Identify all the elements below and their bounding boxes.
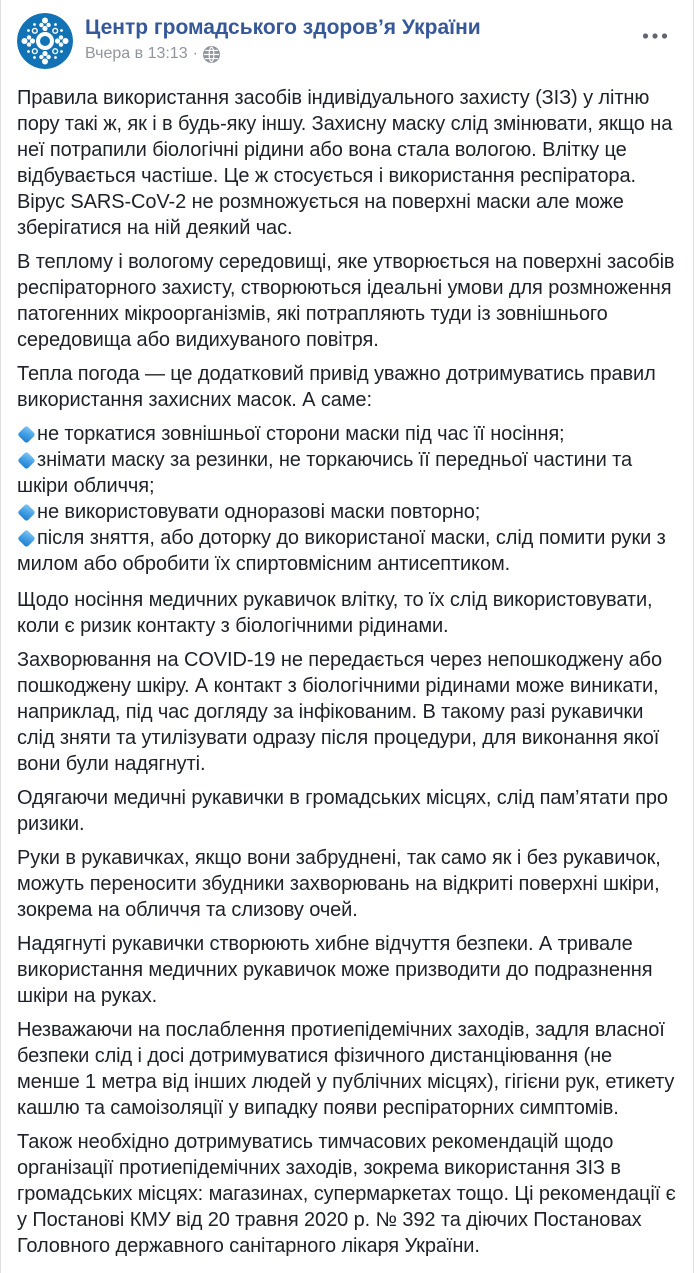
bullet-list bbox=[17, 421, 677, 577]
blue-diamond-icon bbox=[17, 529, 35, 547]
post-paragraph: Незважаючи на послаблення протиепідемічних заходів, задля власної безпеки слід і досі дотримуватися фізичного дистанціювання (не менше 1 метра від інших людей у публічних місцях), гігієни рук, етикету кашлю та самоізоляції у випадку появи респіраторних симптомів. bbox=[17, 1019, 675, 1119]
page-avatar[interactable] bbox=[17, 13, 73, 69]
post-paragraph: Одягаючи медичні рукавички в громадських місцях, слід пам’ятати про ризики. bbox=[17, 787, 668, 835]
post-paragraph: Правила використання засобів індивідуального захисту (ЗІЗ) у літню пору такі ж, як і в будь-яку іншу. Захисну маску слід змінювати, якщо на неї потрапили біологічні рідини або вона стала вологою. Влітку це відбувається частіше. Це ж стосується і використання респіратора. Вірус SARS-CoV-2 не розмножується на поверхні маски але може зберігатися на ній деякий час. bbox=[17, 87, 673, 239]
bullet-item bbox=[17, 447, 677, 499]
bullet-item-text: знімати маску за резинки, не торкаючись її передньої частини та шкіри обличчя; bbox=[17, 449, 633, 497]
post-options-button[interactable] bbox=[637, 23, 673, 49]
bullet-item bbox=[17, 499, 677, 525]
post-paragraph: Руки в рукавичках, якщо вони забруднені, так само як і без рукавичок, можуть переносити збудники захворювань на відкриті поверхні шкіри, зокрема на обличчя та слизову очей. bbox=[17, 847, 661, 921]
bullet-item-text: не торкатися зовнішньої сторони маски під час її носіння; bbox=[37, 423, 565, 445]
post-header bbox=[17, 13, 677, 69]
bullet-item-text: не використовувати одноразові маски повторно; bbox=[37, 501, 481, 523]
bullet-item-text: після зняття, або доторку до використаної маски, слід помити руки з милом або обробити їх спиртовмісним антисептиком. bbox=[17, 527, 666, 575]
post-paragraph: В теплому і вологому середовищі, яке утворюється на поверхні засобів респіраторного захисту, створюються ідеальні умови для розмноження патогенних мікроорганізмів, які потрапляють туди із зовнішнього середовища або видихуваного повітря. bbox=[17, 251, 675, 351]
post-meta bbox=[85, 45, 481, 63]
post-paragraph: Також необхідно дотримуватись тимчасових рекомендацій щодо організації протиепідемічних заходів, зокрема використання ЗІЗ в громадських місцях: магазинах, супермаркетах тощо. Ці рекомендації є у Постанові КМУ від 20 травня 2020 р. № 392 та діючих Постановах Головного державного санітарного лікаря України. bbox=[17, 1131, 676, 1257]
ellipsis-icon bbox=[641, 32, 669, 40]
blue-diamond-icon bbox=[17, 425, 35, 443]
page-name-link[interactable]: Центр громадського здоров’я України bbox=[85, 16, 481, 39]
post-timestamp[interactable]: Вчера в 13:13 bbox=[85, 45, 188, 63]
meta-separator: · bbox=[192, 45, 198, 63]
bullet-item bbox=[17, 525, 677, 577]
header-text bbox=[85, 13, 481, 63]
post-body bbox=[17, 85, 677, 1259]
post-paragraph: Тепла погода — це додатковий привід уважно дотримуватись правил використання захисних масок. А саме: bbox=[17, 363, 656, 411]
blue-diamond-icon bbox=[17, 451, 35, 469]
post-paragraph: Надягнуті рукавички створюють хибне відчуття безпеки. А тривале використання медичних рукавичок може призводити до подразнення шкіри на руках. bbox=[17, 933, 653, 1007]
post-paragraph: Захворювання на COVID-19 не передається через непошкоджену або пошкоджену шкіру. А контакт з біологічними рідинами може виникати, наприклад, під час догляду за інфікованим. В такому разі рукавички слід зняти та утилізувати одразу після процедури, для виконання якої вони були надягнуті. bbox=[17, 649, 663, 775]
globe-icon bbox=[203, 46, 220, 63]
post-paragraph: Щодо носіння медичних рукавичок влітку, то їх слід використовувати, коли є ризик контакту з біологічними рідинами. bbox=[17, 589, 653, 637]
blue-diamond-icon bbox=[17, 503, 35, 521]
bullet-item bbox=[17, 421, 677, 447]
